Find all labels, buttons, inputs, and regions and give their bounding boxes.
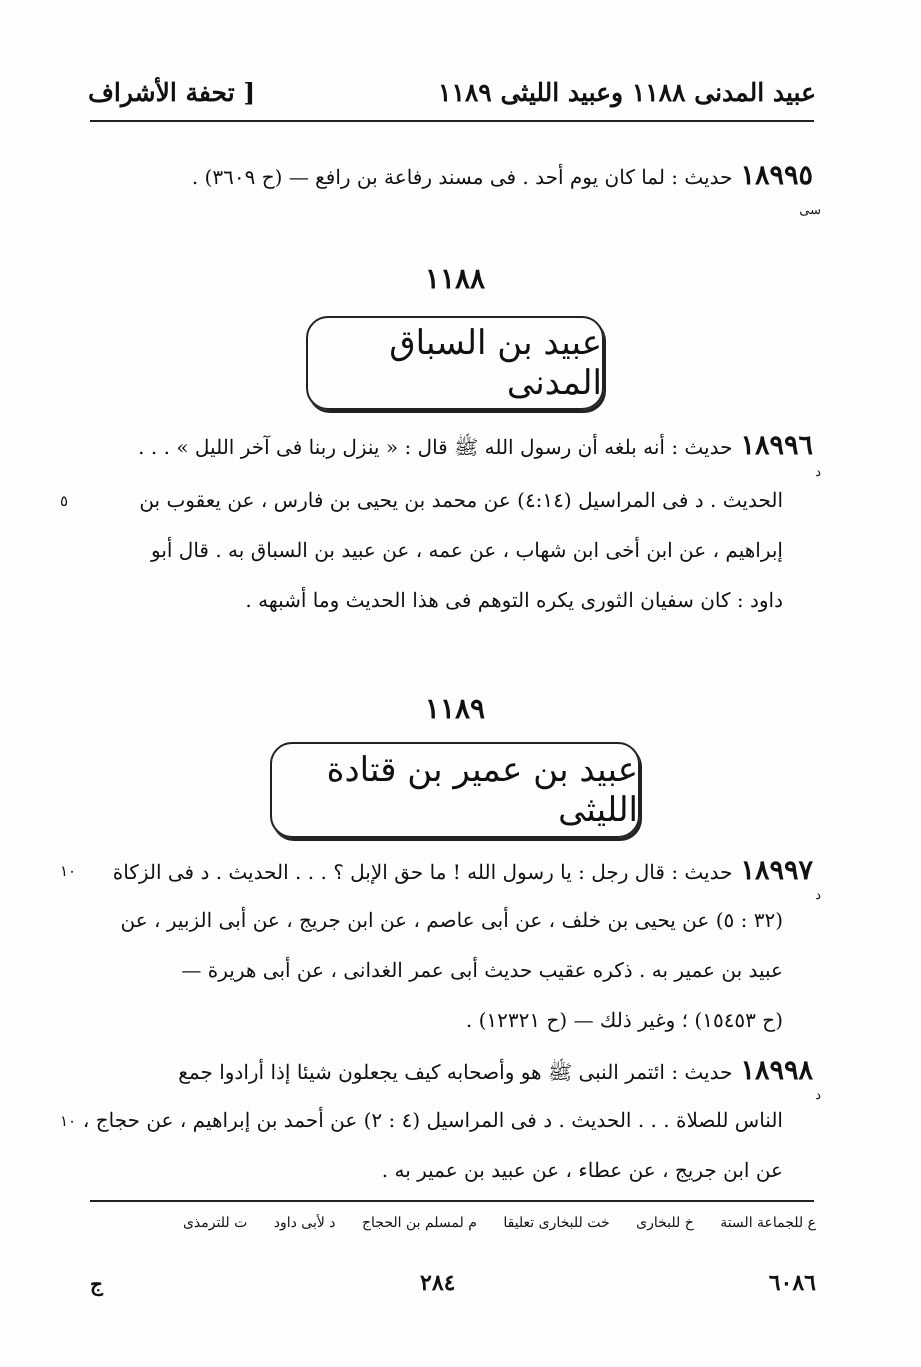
hadith-entry-18997 (113, 855, 813, 886)
abbreviation-key (161, 1215, 816, 1231)
line-number: ١٠ (60, 862, 77, 880)
chapter-title: عبيد بن السباق المدنى (389, 323, 602, 403)
abbreviation-item: خ للبخارى (636, 1215, 694, 1231)
abbreviation-item: ت للترمذى (182, 1215, 248, 1231)
abbreviation-item: خت للبخارى تعليقا (503, 1215, 610, 1231)
page-number: ٢٨٤ (420, 1270, 456, 1296)
entry-number: ١٨٩٩٧ (740, 855, 813, 886)
entry-siglum: د (815, 888, 821, 903)
chapter-number: ١١٨٩ (424, 692, 486, 725)
entry-line: داود : كان سفيان الثورى يكره التوهم فى هذا الحديث وما أشبهه . (245, 588, 783, 612)
entry-siglum: د (815, 1088, 821, 1103)
abbreviation-item: م لمسلم بن الحجاج (361, 1215, 477, 1231)
footnote-rule (90, 1200, 814, 1202)
entry-siglum: سى (799, 203, 821, 218)
hadith-entry-18998 (178, 1055, 813, 1089)
volume-signature: ج (90, 1272, 103, 1296)
entry-text: حديث : لما كان يوم أحد . فى مسند رفاعة بن رافع — (ح ٣٦٠٩) . (191, 165, 733, 189)
hadith-entry-18996 (138, 430, 813, 464)
running-header-book: [ تحفة الأشراف (88, 78, 256, 107)
entry-text: حديث : ائتمر النبى ﷺ هو وأصحابه كيف يجعلون شيئا إذا أرادوا جمع (178, 1060, 733, 1084)
chapter-title: عبيد بن عمير بن قتادة الليثى (326, 750, 638, 830)
running-header-title: عبيد المدنى ١١٨٨ وعبيد الليثى ١١٨٩ (438, 78, 816, 107)
entry-line: إبراهيم ، عن ابن أخى ابن شهاب ، عن عمه ، عن عبيد بن السباق به . قال أبو (150, 538, 783, 562)
entry-line: عبيد بن عمير به . ذكره عقيب حديث أبى عمر الغدانى ، عن أبى هريرة — (181, 958, 783, 982)
header-rule (90, 120, 814, 122)
abbreviation-item: د لأبى داود (273, 1215, 336, 1231)
entry-text: حديث : أنه بلغه أن رسول الله ﷺ قال : « ينزل ربنا فى آخر الليل » . . . (138, 435, 733, 459)
entry-text: حديث : قال رجل : يا رسول الله ! ما حق الإبل ؟ . . . الحديث . د فى الزكاة (112, 860, 733, 884)
hadith-entry-18995 (192, 160, 813, 191)
line-number: ١٠ (60, 1112, 77, 1130)
chapter-title-box (270, 742, 640, 838)
entry-line: (ح ١٥٤٥٣) ؛ وغير ذلك — (ح ١٢٣٢١) . (465, 1008, 783, 1032)
line-number: ٥ (60, 492, 69, 510)
entry-number: ١٨٩٩٦ (740, 430, 813, 461)
entry-line: عن ابن جريج ، عن عطاء ، عن عبيد بن عمير به . (381, 1158, 783, 1182)
entry-siglum: د (815, 465, 821, 480)
entry-line: (٣٢ : ٥) عن يحيى بن خلف ، عن أبى عاصم ، عن ابن جريج ، عن أبى الزبير ، عن (120, 908, 783, 932)
entry-line: الناس للصلاة . . . الحديث . د فى المراسيل (٤ : ٢) عن أحمد بن إبراهيم ، عن حجاج ، (82, 1108, 783, 1132)
chapter-number: ١١٨٨ (424, 262, 486, 295)
folio-number: ٦٠٨٦ (768, 1270, 816, 1296)
chapter-title-box (306, 316, 604, 410)
entry-number: ١٨٩٩٥ (740, 160, 813, 191)
entry-line: الحديث . د فى المراسيل (٤:١٤) عن محمد بن يحيى بن فارس ، عن يعقوب بن (139, 488, 783, 512)
abbreviation-item: ع للجماعة الستة (720, 1215, 816, 1231)
entry-number: ١٨٩٩٨ (740, 1055, 813, 1086)
